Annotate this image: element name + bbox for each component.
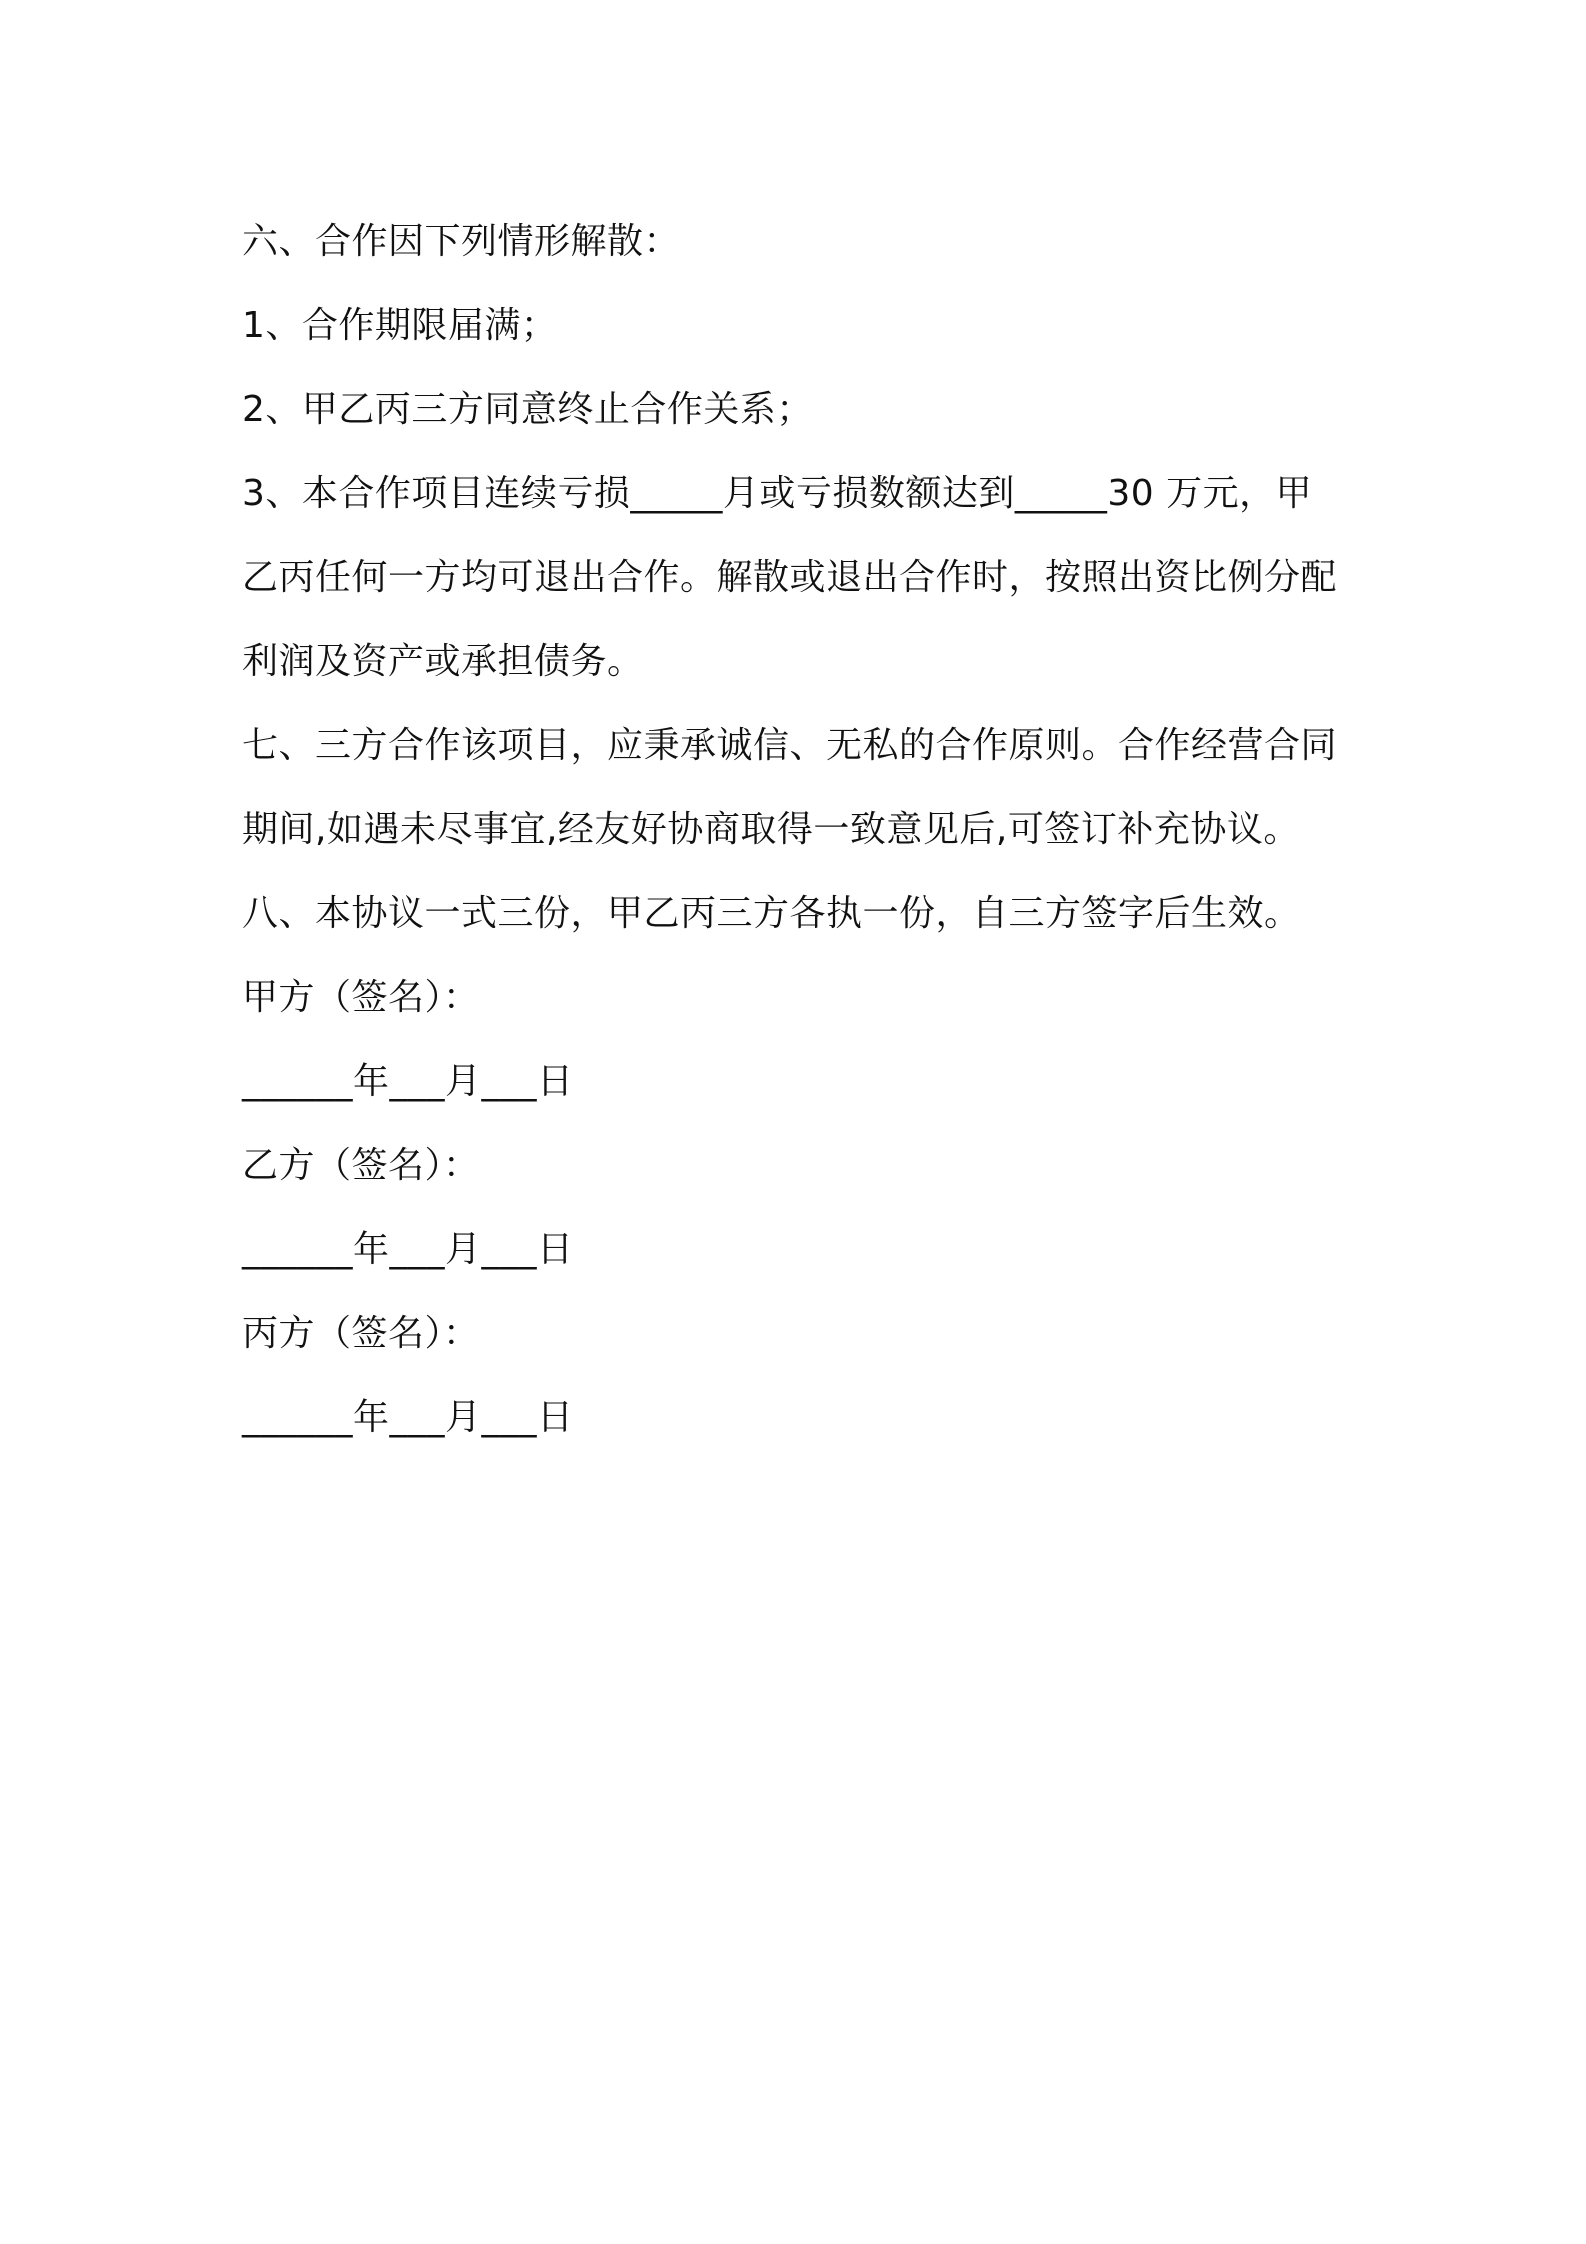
party-a-date-line: ______年___月___日	[242, 1061, 574, 1102]
party-c-date-line: ______年___月___日	[242, 1397, 574, 1438]
section-6-heading: 六、合作因下列情形解散：	[242, 221, 681, 262]
party-a-signature-label: 甲方（签名）：	[242, 977, 480, 1018]
dissolution-item-3-line-3: 利润及资产或承担债务。	[242, 641, 644, 682]
dissolution-item-3-line-1: 3、本合作项目连续亏损_____月或亏损数额达到_____30 万元，甲	[242, 473, 1313, 514]
party-c-signature-label: 丙方（签名）：	[242, 1313, 480, 1354]
party-b-date-line: ______年___月___日	[242, 1229, 574, 1270]
dissolution-item-1: 1、合作期限届满；	[242, 305, 558, 346]
dissolution-item-2: 2、甲乙丙三方同意终止合作关系；	[242, 389, 813, 430]
document-body	[242, 200, 1362, 1460]
party-b-signature-label: 乙方（签名）：	[242, 1145, 480, 1186]
dissolution-item-3-line-2: 乙丙任何一方均可退出合作。解散或退出合作时，按照出资比例分配	[242, 557, 1338, 598]
section-7-line-1: 七、三方合作该项目，应秉承诚信、无私的合作原则。合作经营合同	[242, 725, 1338, 766]
section-7-line-2: 期间,如遇未尽事宜,经友好协商取得一致意见后,可签订补充协议。	[242, 809, 1300, 850]
section-8: 八、本协议一式三份，甲乙丙三方各执一份，自三方签字后生效。	[242, 893, 1301, 934]
